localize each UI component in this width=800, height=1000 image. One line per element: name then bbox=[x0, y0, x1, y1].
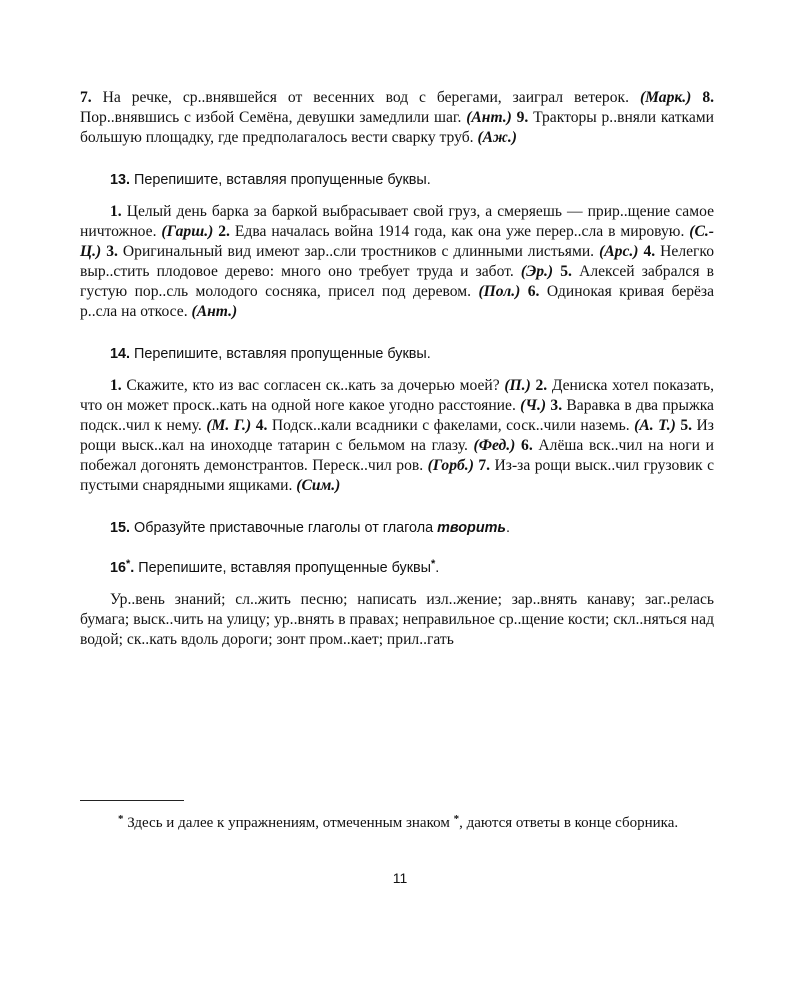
footnote-star-icon: * bbox=[118, 813, 124, 825]
sentence-text: Нелегко выр..стить плодовое дерево: много оно требует труда и забот. bbox=[80, 243, 715, 280]
sentence-text: Из рощи выск..кал на иноходце татарин с бельмом на глазу. bbox=[80, 417, 714, 454]
source-ref: (Аж.) bbox=[477, 129, 517, 146]
sentence-text: Тракторы р..вняли катками большую площадку, где предполагалось вести сварку труб. bbox=[80, 109, 714, 146]
task-instruction: Перепишите, вставляя пропущенные буквы. bbox=[134, 172, 431, 188]
page-body bbox=[80, 88, 714, 650]
task-number: 13. bbox=[110, 172, 131, 188]
source-ref: (Арс.) bbox=[599, 243, 639, 260]
task12-tail bbox=[80, 88, 714, 148]
sentence-number: 1. bbox=[110, 377, 122, 394]
source-ref: (Фед.) bbox=[473, 437, 516, 454]
source-ref: (П.) bbox=[504, 377, 531, 394]
sentence-number: 4. bbox=[255, 417, 268, 434]
source-ref: (Ч.) bbox=[520, 397, 547, 414]
sentence-number: 9. bbox=[516, 109, 529, 126]
footnote bbox=[80, 812, 714, 834]
sentence-text: Подск..кали всадники с факелами, соск..чили наземь. bbox=[271, 417, 630, 434]
sentence-text: Оригинальный вид имеют зар..сли тростников с длинными листьями. bbox=[122, 243, 595, 260]
source-ref: (Сим.) bbox=[296, 477, 341, 494]
sentence-text: Дениска хотел показать, что он может проск..кать на одной ноге какое угодно расстояние. bbox=[80, 377, 714, 414]
sentence-number: 8. bbox=[702, 89, 715, 106]
footnote-text-b: , даются ответы в конце сборника. bbox=[459, 815, 679, 831]
task16-heading: 16*. Перепишите, вставляя пропущенные буквы*. bbox=[110, 558, 440, 576]
sentence-number: 2. bbox=[218, 223, 230, 240]
sentence-text: Варавка в два прыжка подск..чил к нему. bbox=[80, 397, 714, 434]
sentence-number: 7. bbox=[478, 457, 491, 474]
sentence-number: 7. bbox=[80, 89, 92, 106]
task-number: 16 bbox=[110, 560, 127, 576]
sentence-text: Алёша вск..чил на ноги и побежал догонять демонстрантов. Переск..чил ров. bbox=[80, 437, 714, 474]
source-ref: (Горб.) bbox=[427, 457, 474, 474]
sentence-number: 6. bbox=[521, 437, 533, 454]
task-instruction: Перепишите, вставляя пропущенные буквы. bbox=[134, 346, 431, 362]
sentence-text: Одинокая кривая берёза р..сла на откосе. bbox=[80, 283, 715, 320]
footnote-text-a: Здесь и далее к упражнениям, отмеченным знаком bbox=[127, 815, 450, 831]
sentence-number: 3. bbox=[550, 397, 563, 414]
task16-body: Ур..вень знаний; сл..жить песню; написать изл..жение; зар..внять канаву; заг..релась бумага; выск..чить на улицу; ур..внять в правах; неправильное ср..щение кости; скл..няться над водой; ск..кать вдоль дороги; зонт пром..кает; прил..гать bbox=[80, 591, 714, 648]
task-number: 15. bbox=[110, 520, 131, 536]
sentence-text: На речке, ср..внявшейся от весенних вод с берегами, заиграл ветерок. bbox=[102, 89, 630, 106]
source-ref: (Эр.) bbox=[520, 263, 554, 280]
source-ref: (С.-Ц.) bbox=[80, 223, 714, 260]
sentence-number: 2. bbox=[535, 377, 548, 394]
source-ref: (М. Г.) bbox=[206, 417, 252, 434]
task-period: . bbox=[435, 560, 440, 576]
sentence-number: 5. bbox=[680, 417, 693, 434]
task14-heading bbox=[80, 344, 714, 364]
task-instruction: Перепишите, вставляя пропущенные буквы bbox=[138, 560, 432, 576]
sentence-text: Пор..внявшись с избой Семёна, девушки замедлили шаг. bbox=[80, 109, 462, 126]
sentence-text: Целый день барка за баркой выбрасывает свой груз, а смеряешь — прир..щение самое ничтожное. bbox=[80, 203, 715, 240]
star-icon: * bbox=[453, 813, 460, 825]
task14-body bbox=[80, 376, 714, 496]
source-ref: (Пол.) bbox=[478, 283, 521, 300]
footnote-star-icon: * bbox=[431, 558, 436, 570]
sentence-number: 5. bbox=[560, 263, 572, 280]
source-ref: (А. Т.) bbox=[634, 417, 676, 434]
source-ref: (Марк.) bbox=[639, 89, 692, 106]
sentence-number: 1. bbox=[110, 203, 122, 220]
source-ref: (Гарш.) bbox=[161, 223, 214, 240]
task13-body bbox=[80, 202, 714, 322]
task-period: . bbox=[505, 520, 510, 536]
source-ref: (Ант.) bbox=[191, 303, 238, 320]
task15-heading bbox=[80, 518, 714, 538]
source-ref: (Ант.) bbox=[466, 109, 512, 126]
sentence-text: Едва началась война 1914 года, как она уже перер..сла в мировую. bbox=[234, 223, 685, 240]
sentence-number: 3. bbox=[106, 243, 118, 260]
sentence-text: Из-за рощи выск..чил грузовик с пустыми снарядными ящиками. bbox=[80, 457, 714, 494]
task-number: 14. bbox=[110, 346, 131, 362]
sentence-number: 4. bbox=[643, 243, 656, 260]
task13-heading bbox=[80, 170, 714, 190]
task-verb: творить bbox=[437, 520, 506, 536]
answer-star-icon: * bbox=[126, 558, 131, 570]
page-number: 11 bbox=[392, 870, 408, 886]
sentence-number: 6. bbox=[527, 283, 540, 300]
task-instruction: Образуйте приставочные глаголы от глагола bbox=[134, 520, 434, 536]
footnote-divider bbox=[80, 800, 184, 801]
sentence-text: Алексей забрался в густую пор..сль молодого сосняка, присел под деревом. bbox=[80, 263, 714, 300]
sentence-text: Скажите, кто из вас согласен ск..кать за дочерью моей? bbox=[126, 377, 500, 394]
